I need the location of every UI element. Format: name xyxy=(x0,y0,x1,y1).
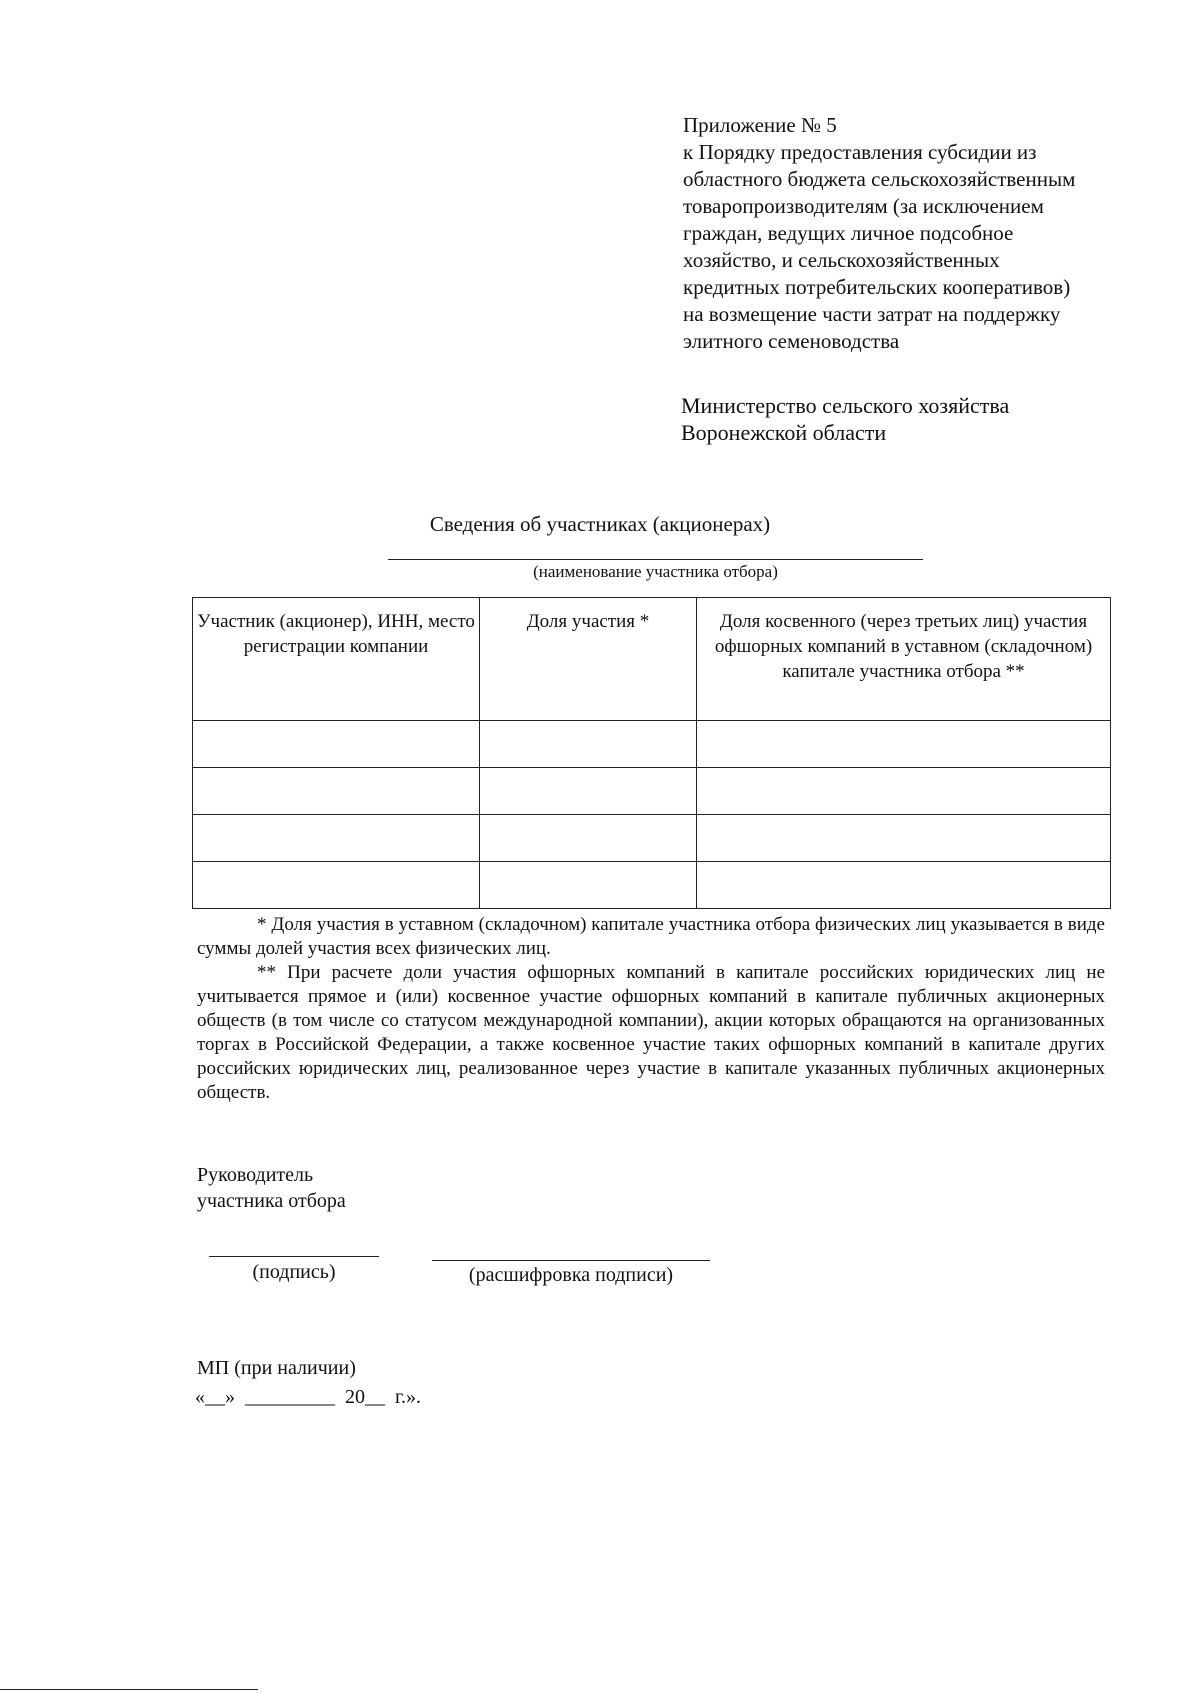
stamp-label: МП (при наличии) xyxy=(197,1357,356,1379)
footnote-offshore: ** При расчете доли участия офшорных компаний в капитале российских юридических лиц не учитывается прямое и (или) косвенное участие офшорных компаний в капитале публичных акционерных обществ (в том числе со статусом международной компании), акции которых обращаются на организованных торгах в Российской Федерации, а также косвенное участие таких офшорных компаний в капитале других российских юридических лиц, реализованное через участие в капитале указанных публичных акционерных обществ. xyxy=(197,962,1105,1103)
signature-decode-caption: (расшифровка подписи) xyxy=(468,1264,674,1286)
addressee xyxy=(681,392,1141,446)
table-cell[interactable] xyxy=(193,768,480,815)
table-cell[interactable] xyxy=(480,721,697,768)
table-cell[interactable] xyxy=(697,862,1111,909)
table-row xyxy=(193,768,1111,815)
table-cell[interactable] xyxy=(193,815,480,862)
appendix-line: кредитных потребительских кооперативов) xyxy=(683,275,1071,299)
table-row xyxy=(193,862,1111,909)
head-label-line: Руководитель xyxy=(197,1164,314,1186)
table-cell[interactable] xyxy=(480,862,697,909)
appendix-line: на возмещение части затрат на поддержку xyxy=(683,302,1061,326)
table-cell[interactable] xyxy=(697,815,1111,862)
date-field[interactable]: «__» _________ 20__ г.». xyxy=(195,1386,421,1408)
column-header-share: Доля участия * xyxy=(480,598,697,721)
addressee-line: Воронежской области xyxy=(681,420,887,445)
appendix-line: хозяйство, и сельскохозяйственных xyxy=(683,248,1000,272)
participant-name-caption: (наименование участника отбора) xyxy=(533,562,778,581)
appendix-line: товаропроизводителям (за исключением xyxy=(683,194,1044,218)
signature-caption: (подпись) xyxy=(252,1261,336,1283)
addressee-line: Министерство сельского хозяйства xyxy=(681,393,1010,418)
table-cell[interactable] xyxy=(480,815,697,862)
head-label xyxy=(197,1162,346,1214)
footnote-share: * Доля участия в уставном (складочном) капитале участника отбора физических лиц указывается в виде суммы долей участия всех физических лиц. xyxy=(197,914,1105,959)
appendix-line: к Порядку предоставления субсидии из xyxy=(683,140,1037,164)
appendix-line: областного бюджета сельскохозяйственным xyxy=(683,167,1076,191)
column-header-offshore-share: Доля косвенного (через третьих лиц) участия офшорных компаний в уставном (складочном) капитале участника отбора ** xyxy=(697,598,1111,721)
table-cell[interactable] xyxy=(697,768,1111,815)
signature-line[interactable] xyxy=(209,1256,379,1257)
column-header-participant: Участник (акционер), ИНН, место регистрации компании xyxy=(193,598,480,721)
appendix-line: граждан, ведущих личное подсобное xyxy=(683,221,1014,245)
table-row xyxy=(193,721,1111,768)
appendix-header xyxy=(683,112,1153,355)
signature-decode-line[interactable] xyxy=(432,1260,710,1261)
table-row xyxy=(193,815,1111,862)
table-header-row xyxy=(193,598,1111,721)
footnotes xyxy=(197,913,1105,1105)
document-title: Сведения об участниках (акционерах) xyxy=(429,512,771,536)
participant-name-line[interactable] xyxy=(388,559,923,560)
head-label-line: участника отбора xyxy=(197,1190,346,1212)
table-cell[interactable] xyxy=(697,721,1111,768)
table-cell[interactable] xyxy=(193,721,480,768)
footer-rule xyxy=(0,1689,258,1690)
participants-table xyxy=(192,597,1111,909)
table-cell[interactable] xyxy=(193,862,480,909)
table-cell[interactable] xyxy=(480,768,697,815)
appendix-line: Приложение № 5 xyxy=(683,113,837,137)
appendix-line: элитного семеноводства xyxy=(683,329,900,353)
